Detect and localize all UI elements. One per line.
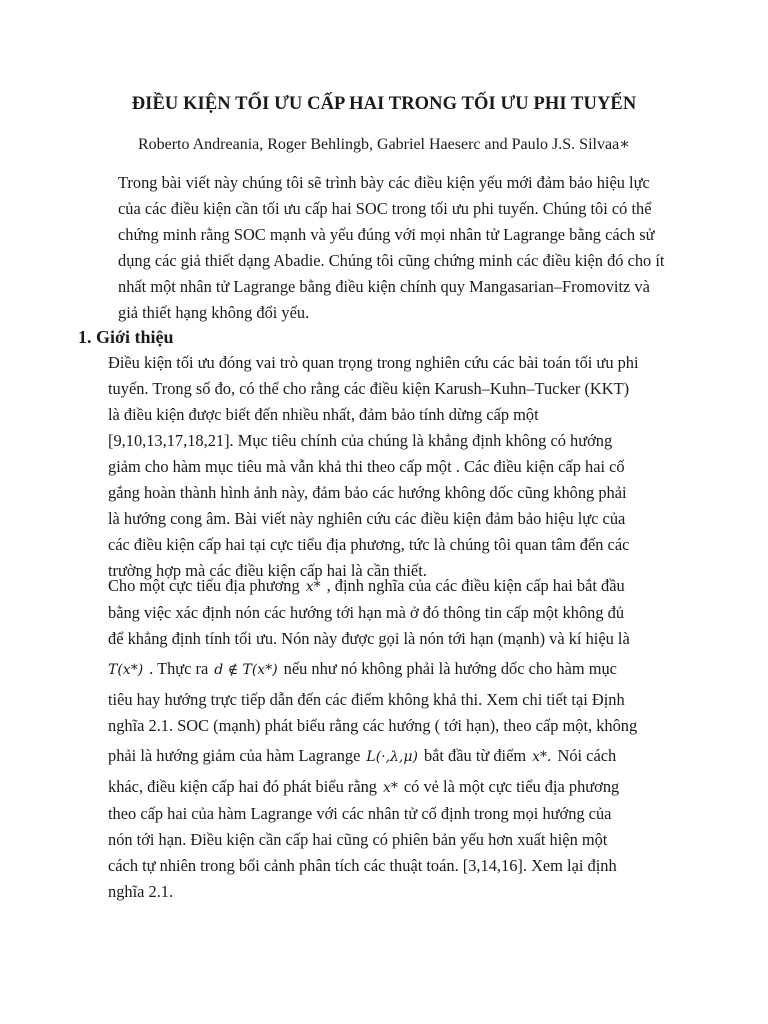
text-run: phải là hướng giảm của hàm Lagrange (108, 746, 361, 765)
paragraph-line: giảm cho hàm mục tiêu mà vẫn khả thi theo cấp một . Các điều kiện cấp hai cố (108, 457, 625, 476)
paragraph-line: tiêu hay hướng trực tiếp dẫn đến các điểm không khả thi. Xem chi tiết tại Định (108, 690, 625, 709)
paragraph-line: bằng việc xác định nón các hướng tới hạn mà ở đó thông tin cấp một không đủ (108, 603, 625, 622)
paragraph-line: để khẳng định tính tối ưu. Nón này được gọi là nón tới hạn (mạnh) và kí hiệu là (108, 629, 630, 648)
abstract-line: chứng minh rằng SOC mạnh và yếu đúng với mọi nhân tử Lagrange bằng cách sử (118, 225, 655, 244)
paragraph-line: các điều kiện cấp hai tại cực tiểu địa phương, tức là chúng tôi quan tâm đến các (108, 535, 630, 554)
abstract-line: dụng các giả thiết dạng Abadie. Chúng tôi cũng chứng minh các điều kiện đó cho ít (118, 251, 665, 270)
paragraph-line: nghĩa 2.1. (108, 882, 174, 901)
paragraph-line: cách tự nhiên trong bối cảnh phân tích các thuật toán. [3,14,16]. Xem lại định (108, 856, 617, 875)
paragraph-line (108, 739, 688, 774)
paragraph-line: tuyến. Trong số đo, có thể cho rằng các điều kiện Karush–Kuhn–Tucker (KKT) (108, 379, 630, 398)
intro-paragraph-2 (108, 573, 688, 905)
text-run: khác, điều kiện cấp hai đó phát biểu rằng (108, 777, 377, 796)
paragraph-line (108, 774, 688, 801)
abstract-line: giả thiết hạng không đổi yếu. (118, 303, 310, 322)
math-x-star: x* (382, 780, 398, 796)
paragraph-line: nón tới hạn. Điều kiện cần cấp hai cũng có phiên bản yếu hơn xuất hiện một (108, 830, 608, 849)
text-run: Cho một cực tiểu địa phương (108, 576, 300, 595)
abstract (118, 170, 678, 326)
math-lagrangian: L(·,λ,μ) (366, 749, 418, 765)
text-run: nếu như nó không phải là hướng dốc cho hàm mục (283, 659, 617, 678)
paragraph-line (108, 652, 688, 687)
paper-title: ĐIỀU KIỆN TỐI ƯU CẤP HAI TRONG TỐI ƯU PHI TUYẾN (131, 94, 637, 114)
author-list: Roberto Andreania, Roger Behlingb, Gabriel Haeserc and Paulo J.S. Silvaa∗ (137, 136, 631, 153)
abstract-line: của các điều kiện cần tối ưu cấp hai SOC trong tối ưu phi tuyến. Chúng tôi có thể (118, 199, 652, 218)
text-run: có vẻ là một cực tiểu địa phương (403, 777, 620, 796)
intro-paragraph-1 (108, 350, 668, 584)
paragraph-line: là hướng cong âm. Bài viết này nghiên cứu các điều kiện đảm bảo hiệu lực của (108, 509, 626, 528)
math-d-not-in-cone: d ∉ T(x*) (214, 662, 278, 678)
paragraph-line: [9,10,13,17,18,21]. Mục tiêu chính của chúng là khẳng định không có hướng (108, 431, 613, 450)
abstract-line: nhất một nhân tử Lagrange bằng điều kiện chính quy Mangasarian–Fromovitz và (118, 277, 650, 296)
paragraph-line: Điều kiện tối ưu đóng vai trò quan trọng trong nghiên cứu các bài toán tối ưu phi (108, 353, 639, 372)
paragraph-line: là điều kiện được biết đến nhiều nhất, đảm bảo tính dừng cấp một (108, 405, 539, 424)
paragraph-line (108, 573, 688, 600)
abstract-line: Trong bài viết này chúng tôi sẽ trình bày các điều kiện yếu mới đảm bảo hiệu lực (118, 173, 650, 192)
text-run: Nói cách (557, 746, 617, 765)
math-x-star: x* (305, 579, 321, 595)
math-x-star: x*. (532, 749, 552, 765)
text-run: . Thực ra (149, 659, 209, 678)
text-run: , định nghĩa của các điều kiện cấp hai bắt đầu (326, 576, 625, 595)
math-critical-cone: T(x*) (108, 662, 144, 678)
section-heading: 1. Giới thiệu (78, 327, 174, 347)
paragraph-line: nghĩa 2.1. SOC (mạnh) phát biểu rằng các hướng ( tới hạn), theo cấp một, không (108, 716, 638, 735)
paragraph-line: trường hợp mà các điều kiện cấp hai là cần thiết. (108, 561, 427, 580)
paragraph-line: gắng hoàn thành hình ảnh này, đảm bảo các hướng không dốc cũng không phải (108, 483, 627, 502)
paragraph-line: theo cấp hai của hàm Lagrange với các nhân tử cố định trong mọi hướng của (108, 804, 612, 823)
text-run: bắt đầu từ điểm (423, 746, 527, 765)
